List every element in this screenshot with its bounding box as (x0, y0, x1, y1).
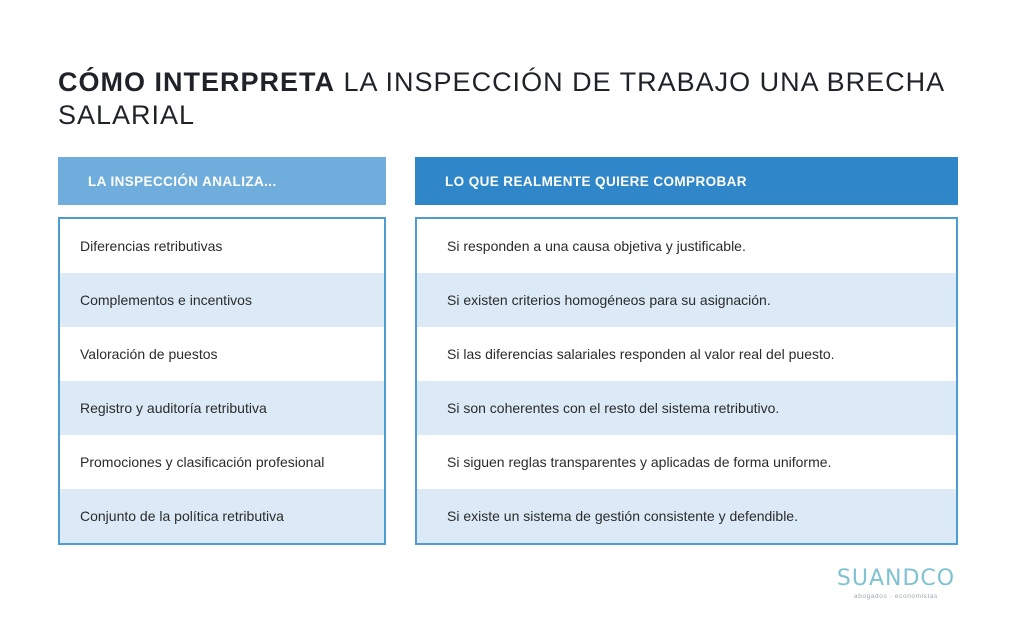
right-row: Si siguen reglas transparentes y aplicadas de forma uniforme. (447, 454, 832, 470)
left-row: Diferencias retributivas (80, 238, 223, 254)
company-logo (836, 566, 956, 600)
right-row: Si existe un sistema de gestión consistente y defendible. (417, 489, 956, 543)
right-row: Si responden a una causa objetiva y justificable. (447, 238, 746, 254)
page-title-rest: LA INSPECCIÓN DE TRABAJO UNA BRECHA SALARIAL (58, 67, 944, 130)
left-row: Valoración de puestos (80, 346, 218, 362)
left-column-header: LA INSPECCIÓN ANALIZA... (58, 157, 386, 205)
right-row: Si las diferencias salariales responden al valor real del puesto. (447, 346, 835, 362)
right-row: Si son coherentes con el resto del sistema retributivo. (417, 381, 956, 435)
right-column-header: LO QUE REALMENTE QUIERE COMPROBAR (415, 157, 958, 205)
page-title (58, 66, 978, 132)
page-title-bold: CÓMO INTERPRETA (58, 67, 335, 97)
right-row: Si existen criterios homogéneos para su asignación. (417, 273, 956, 327)
left-column-table (58, 217, 386, 545)
left-row: Promociones y clasificación profesional (80, 454, 325, 470)
left-row: Registro y auditoría retributiva (60, 381, 384, 435)
logo-name: SUANDCO (836, 566, 956, 591)
left-row: Complementos e incentivos (60, 273, 384, 327)
right-column-table (415, 217, 958, 545)
logo-tagline: abogados · economistas (853, 593, 939, 600)
left-row: Conjunto de la política retributiva (60, 489, 384, 543)
